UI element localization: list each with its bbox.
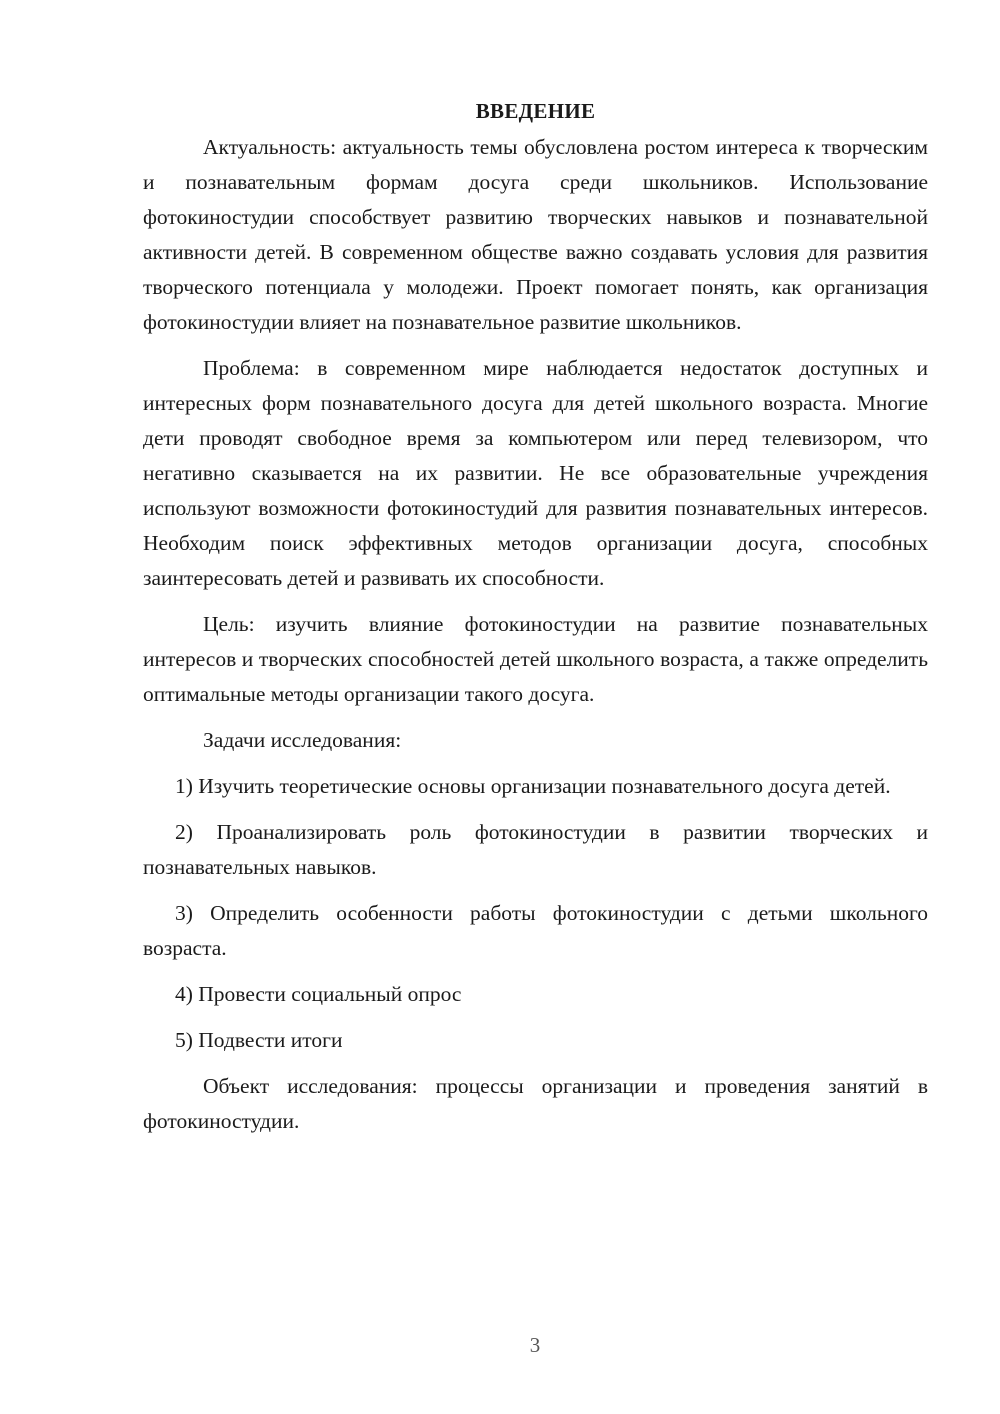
tasks-heading: Задачи исследования: <box>203 728 402 752</box>
task-item-2: 2) Проанализировать роль фотокиностудии в развитии творческих и познавательных навыков. <box>143 820 928 879</box>
document-page <box>143 95 928 1150</box>
task-item-5: 5) Подвести итоги <box>175 1028 343 1052</box>
page-number: 3 <box>529 1333 541 1357</box>
problem-paragraph: Проблема: в современном мире наблюдается недостаток доступных и интересных форм познавательного досуга для детей школьного возраста. Многие дети проводят свободное время за компьютером или перед телевизором, что негативно сказывается на их развитии. Не все образовательные учреждения используют возможности фотокиностудий для развития познавательных интересов. Необходим поиск эффективных методов организации досуга, способных заинтересовать детей и развивать их способности. <box>143 356 928 590</box>
task-item-1: 1) Изучить теоретические основы организации познавательного досуга детей. <box>175 774 891 798</box>
task-item-3: 3) Определить особенности работы фотокиностудии с детьми школьного возраста. <box>143 901 928 960</box>
page-title: ВВЕДЕНИЕ <box>475 99 596 123</box>
task-item-4: 4) Провести социальный опрос <box>175 982 462 1006</box>
object-paragraph: Объект исследования: процессы организации и проведения занятий в фотокиностудии. <box>143 1074 928 1133</box>
relevance-paragraph: Актуальность: актуальность темы обусловлена ростом интереса к творческим и познавательным формам досуга среди школьников. Использование фотокиностудии способствует развитию творческих навыков и познавательной активности детей. В современном обществе важно создавать условия для развития творческого потенциала у молодежи. Проект помогает понять, как организация фотокиностудии влияет на познавательное развитие школьников. <box>143 135 928 334</box>
goal-paragraph: Цель: изучить влияние фотокиностудии на развитие познавательных интересов и творческих способностей детей школьного возраста, а также определить оптимальные методы организации такого досуга. <box>143 612 928 706</box>
